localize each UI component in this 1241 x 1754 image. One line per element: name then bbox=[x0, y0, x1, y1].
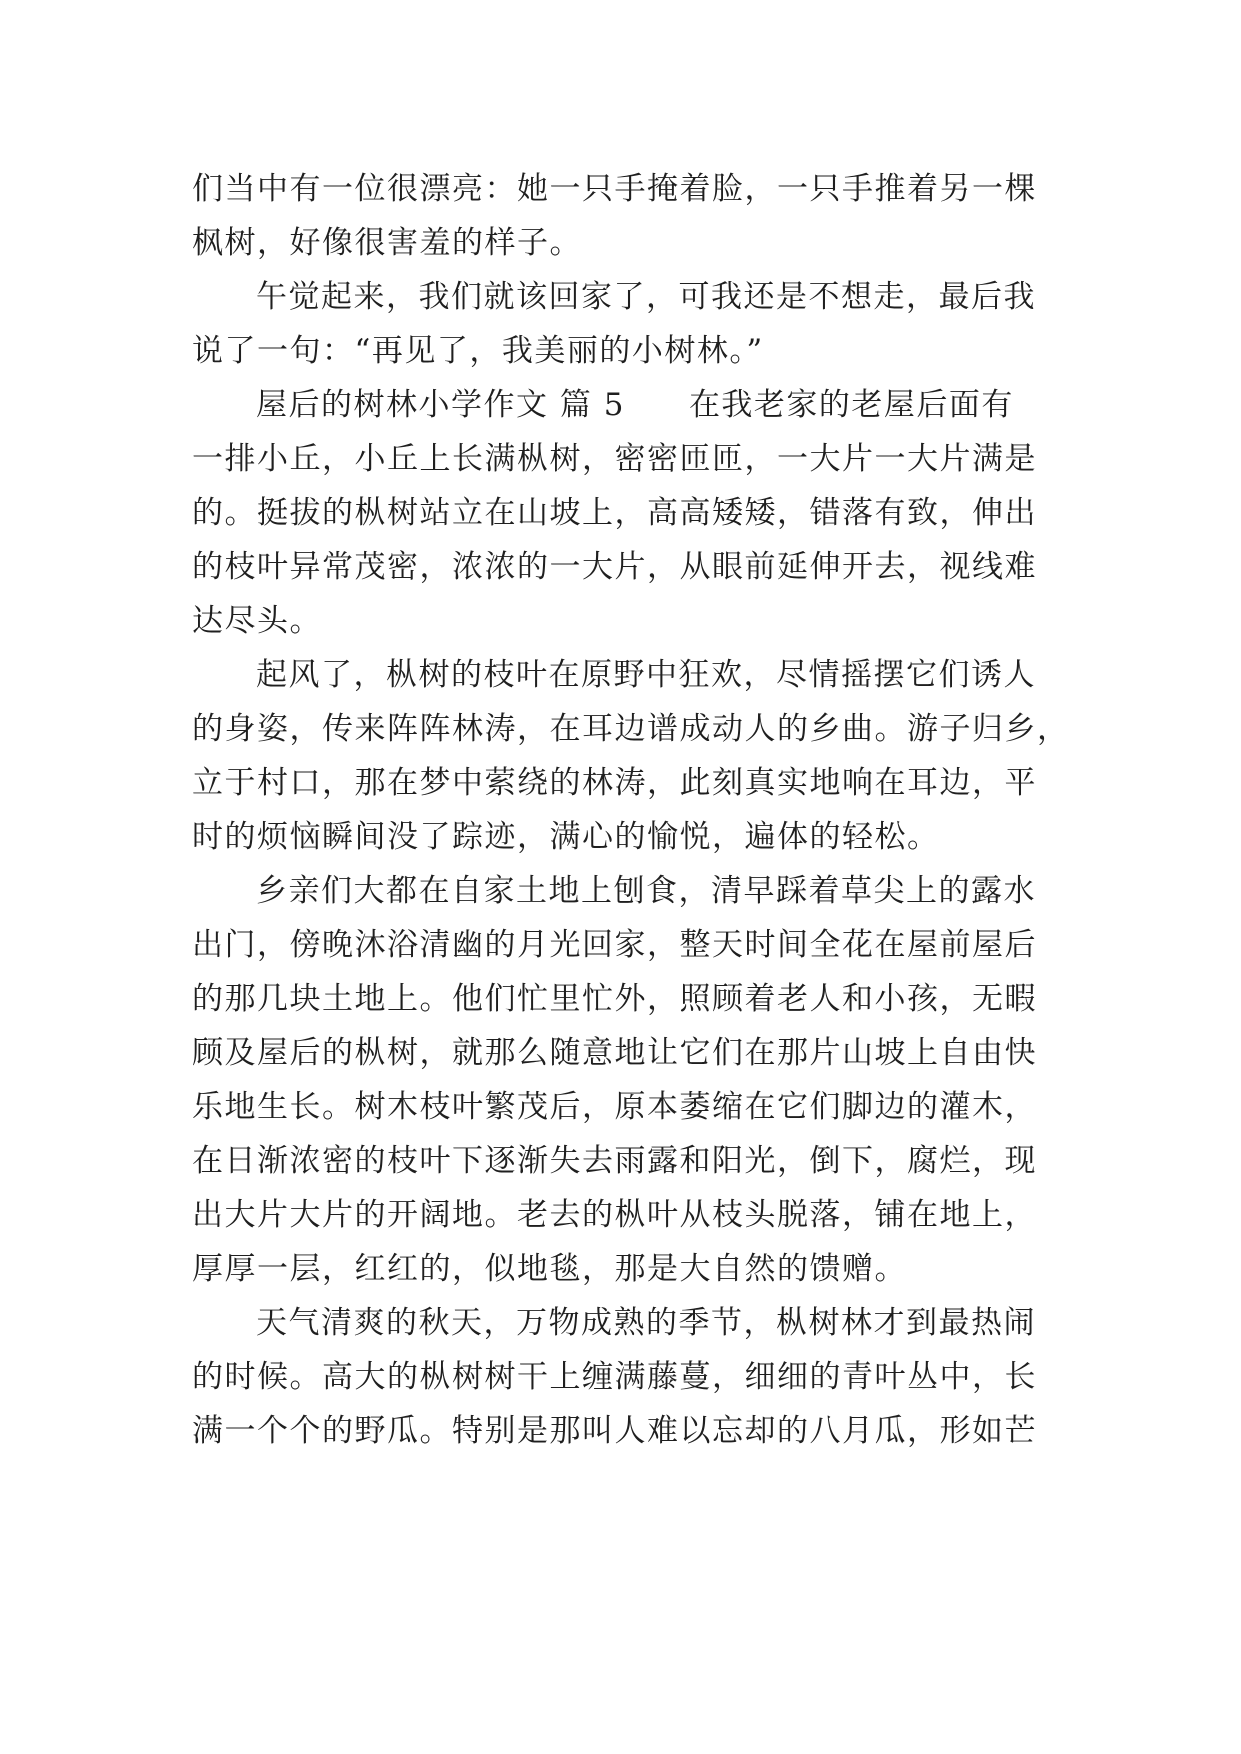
text-line: 的身姿，传来阵阵林涛，在耳边谱成动人的乡曲。游子归乡， bbox=[192, 711, 1070, 747]
text-line: 一排小丘，小丘上长满枞树，密密匝匝，一大片一大片满是 bbox=[192, 441, 1037, 477]
text-line: 在日渐浓密的枝叶下逐渐失去雨露和阳光，倒下，腐烂，现 bbox=[192, 1143, 1037, 1179]
text-line: 的那几块土地上。他们忙里忙外，照顾着老人和小孩，无暇 bbox=[192, 981, 1037, 1017]
text-line: 顾及屋后的枞树，就那么随意地让它们在那片山坡上自由快 bbox=[192, 1035, 1037, 1071]
text-line: 出大片大片的开阔地。老去的枞叶从枝头脱落，铺在地上， bbox=[192, 1197, 1037, 1233]
text-line: 的枝叶异常茂密，浓浓的一大片，从眼前延伸开去，视线难 bbox=[192, 549, 1037, 585]
text-line: 时的烦恼瞬间没了踪迹，满心的愉悦，遍体的轻松。 bbox=[192, 819, 940, 855]
text-line: 乐地生长。树木枝叶繁茂后，原本萎缩在它们脚边的灌木， bbox=[192, 1089, 1037, 1125]
text-line: 的。挺拔的枞树站立在山坡上，高高矮矮，错落有致，伸出 bbox=[192, 495, 1037, 531]
text-line: 厚厚一层，红红的，似地毯，那是大自然的馈赠。 bbox=[192, 1251, 907, 1287]
text-line: 说了一句：“再见了，我美丽的小树林。” bbox=[192, 333, 764, 369]
text-line: 达尽头。 bbox=[192, 603, 322, 639]
text-line: 天气清爽的秋天，万物成熟的季节，枞树林才到最热闹 bbox=[256, 1305, 1036, 1341]
text-line: 满一个个的野瓜。特别是那叫人难以忘却的八月瓜，形如芒 bbox=[192, 1413, 1037, 1449]
text-line: 枫树，好像很害羞的样子。 bbox=[192, 225, 582, 261]
text-line: 起风了，枞树的枝叶在原野中狂欢，尽情摇摆它们诱人 bbox=[256, 657, 1036, 693]
text-line: 出门，傍晚沐浴清幽的月光回家，整天时间全花在屋前屋后 bbox=[192, 927, 1037, 963]
section-heading-line bbox=[192, 378, 1052, 432]
text-line: 午觉起来，我们就该回家了，可我还是不想走，最后我 bbox=[256, 279, 1036, 315]
text-line: 立于村口，那在梦中萦绕的林涛，此刻真实地响在耳边，平 bbox=[192, 765, 1037, 801]
text-line: 们当中有一位很漂亮：她一只手掩着脸，一只手推着另一棵 bbox=[192, 171, 1037, 207]
text-line: 的时候。高大的枞树树干上缠满藤蔓，细细的青叶丛中，长 bbox=[192, 1359, 1037, 1395]
section-heading: 屋后的树林小学作文 篇 5 bbox=[256, 387, 625, 423]
text-line: 乡亲们大都在自家土地上刨食，清早踩着草尖上的露水 bbox=[256, 873, 1036, 909]
section-first-text: 在我老家的老屋后面有 bbox=[688, 387, 1014, 423]
article-body bbox=[192, 162, 1070, 1458]
